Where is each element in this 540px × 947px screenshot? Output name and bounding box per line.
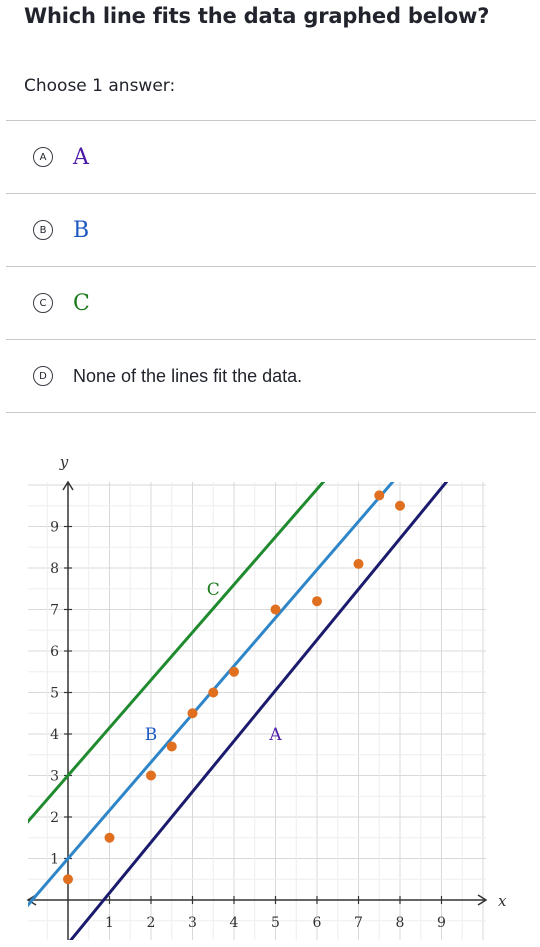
y-tick-label: 4: [50, 727, 59, 743]
y-tick-label: 7: [50, 602, 59, 619]
y-tick-label: 5: [50, 685, 59, 702]
data-point: [312, 596, 322, 606]
y-tick-label: 8: [50, 561, 59, 577]
data-point: [271, 605, 281, 615]
x-tick-label: 2: [146, 915, 156, 931]
y-tick-label: 1: [50, 851, 59, 868]
data-point: [188, 708, 198, 718]
x-tick-label: 5: [271, 915, 280, 931]
choice-a-letter: A: [33, 147, 53, 167]
choice-d-label: None of the lines fit the data.: [73, 365, 303, 386]
choice-a-label: A: [73, 144, 89, 170]
line-c: [0, 440, 540, 871]
y-tick-label: 2: [50, 810, 59, 826]
line-label-c: C: [206, 579, 220, 600]
data-point: [167, 741, 177, 751]
x-axis-label: x: [498, 892, 507, 910]
y-tick-label: 9: [50, 519, 59, 536]
data-point: [229, 667, 239, 677]
choice-b[interactable]: [0, 194, 540, 266]
choice-d[interactable]: [0, 340, 540, 412]
y-tick-label: 3: [50, 768, 59, 785]
choose-prompt: Choose 1 answer:: [24, 76, 176, 96]
choice-c[interactable]: [0, 267, 540, 339]
x-tick-label: 9: [437, 915, 446, 931]
y-tick-label: 6: [50, 644, 59, 660]
x-tick-label: 8: [395, 915, 405, 931]
x-tick-label: 1: [105, 915, 114, 931]
choice-c-letter: C: [33, 293, 53, 313]
fit-lines: [0, 440, 540, 947]
data-point: [105, 833, 115, 843]
line-a: [0, 440, 540, 947]
choice-c-label: C: [73, 290, 90, 316]
scatter-plot: [0, 440, 540, 947]
data-point: [208, 688, 218, 698]
choice-a[interactable]: [0, 121, 540, 193]
y-axis-label: y: [59, 453, 69, 471]
data-point: [354, 559, 364, 569]
choice-d-letter: D: [33, 366, 53, 386]
choice-b-label: B: [73, 217, 90, 243]
data-point: [374, 490, 384, 500]
line-label-b: B: [144, 725, 158, 745]
line-label-a: A: [269, 725, 282, 745]
x-tick-label: 3: [188, 915, 197, 931]
data-point: [63, 874, 73, 884]
data-point: [146, 771, 156, 781]
x-tick-label: 7: [354, 915, 363, 931]
x-tick-label: 6: [312, 915, 322, 931]
question-title: Which line fits the data graphed below?: [24, 4, 490, 28]
line-b: [0, 440, 540, 947]
divider: [6, 412, 536, 413]
choice-b-letter: B: [33, 220, 53, 240]
answer-choices: [0, 120, 540, 413]
data-point: [395, 501, 405, 511]
x-tick-label: 4: [229, 915, 239, 931]
